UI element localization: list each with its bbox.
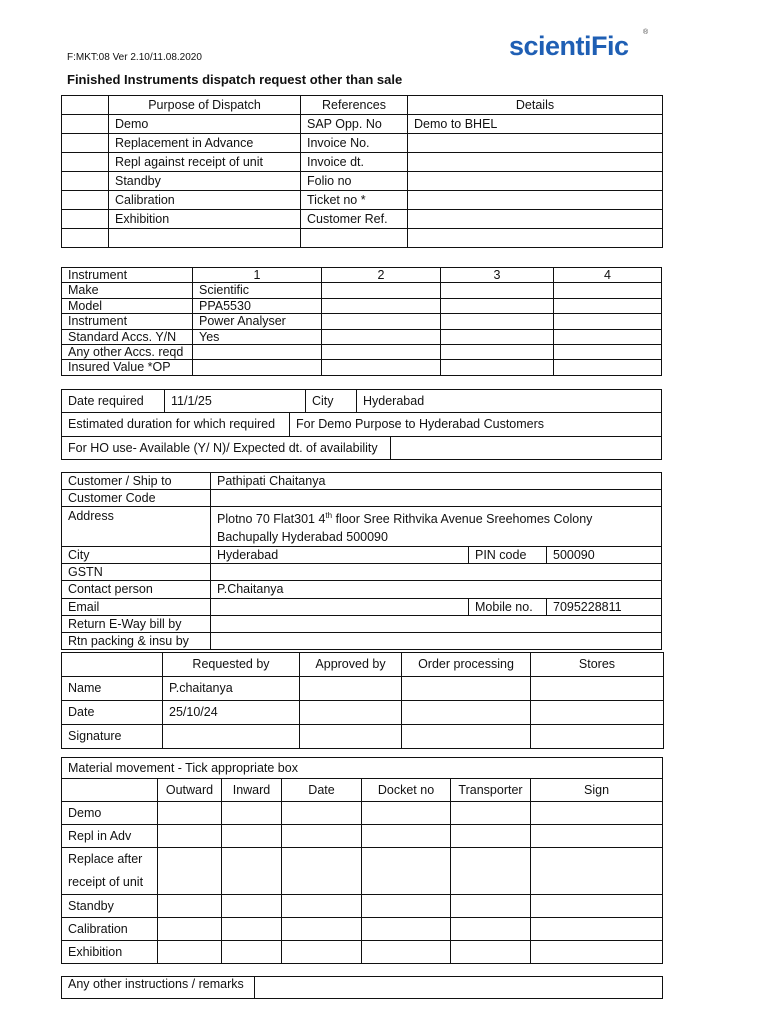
outward-box[interactable] — [158, 802, 222, 825]
inward-box[interactable] — [222, 825, 282, 848]
eway-label: Return E-Way bill by — [62, 616, 211, 633]
tick-box[interactable] — [62, 210, 109, 229]
reference-label: Invoice dt. — [301, 153, 408, 172]
reference-label: Invoice No. — [301, 134, 408, 153]
inward-box[interactable] — [222, 895, 282, 918]
outward-box[interactable] — [158, 918, 222, 941]
requested-name: P.chaitanya — [163, 677, 300, 701]
city-value: Hyderabad — [211, 547, 469, 564]
remarks-label: Any other instructions / remarks — [62, 977, 255, 999]
signature-label: Signature — [62, 725, 163, 749]
email-value — [211, 599, 469, 616]
remarks-table — [61, 976, 663, 999]
instrument-col-3: 3 — [441, 268, 554, 283]
rtn-packing-label: Rtn packing & insu by — [62, 633, 211, 650]
email-label: Email — [62, 599, 211, 616]
outward-box[interactable] — [158, 895, 222, 918]
approved-by-header: Approved by — [300, 653, 402, 677]
detail-value — [408, 153, 663, 172]
ship-to-label: Customer / Ship to — [62, 473, 211, 490]
schedule-row-2 — [61, 412, 662, 437]
purpose-label: Replacement in Advance — [109, 134, 301, 153]
instrument-col-4: 4 — [554, 268, 662, 283]
movement-row-label: Replace after receipt of unit — [62, 848, 158, 895]
instrument-row-label: Standard Accs. Y/N — [62, 329, 193, 344]
duration-value: For Demo Purpose to Hyderabad Customers — [290, 413, 662, 437]
pin-value: 500090 — [547, 547, 662, 564]
reference-label: SAP Opp. No — [301, 115, 408, 134]
customer-code-label: Customer Code — [62, 490, 211, 507]
sign-header: Sign — [531, 779, 663, 802]
gstn-value — [211, 564, 662, 581]
movement-row-label: Exhibition — [62, 941, 158, 964]
tick-box[interactable] — [62, 191, 109, 210]
company-logo: scientiFic — [509, 31, 629, 61]
movement-table — [61, 757, 663, 964]
form-title: Finished Instruments dispatch request other than sale — [67, 72, 403, 87]
tick-box[interactable] — [62, 153, 109, 172]
address-label: Address — [62, 507, 211, 547]
movement-row-label: Standby — [62, 895, 158, 918]
instrument-value: Power Analyser — [193, 314, 322, 329]
movement-row-label: Calibration — [62, 918, 158, 941]
instrument-value — [193, 344, 322, 359]
instrument-table — [61, 267, 662, 376]
ho-use-label: For HO use- Available (Y/ N)/ Expected dt. of availability — [62, 437, 391, 460]
inward-header: Inward — [222, 779, 282, 802]
ship-to-value: Pathipati Chaitanya — [211, 473, 662, 490]
tick-box[interactable] — [62, 229, 109, 248]
instrument-value — [193, 360, 322, 375]
mobile-label: Mobile no. — [469, 599, 547, 616]
instrument-value: Scientific — [193, 283, 322, 298]
schedule-row-3 — [61, 436, 662, 460]
purpose-header: Purpose of Dispatch — [109, 96, 301, 115]
docket-header: Docket no — [362, 779, 451, 802]
ho-use-value — [391, 437, 662, 460]
date-required-value: 11/1/25 — [165, 390, 306, 413]
eway-value — [211, 616, 662, 633]
inward-box[interactable] — [222, 802, 282, 825]
inward-box[interactable] — [222, 918, 282, 941]
transporter-header: Transporter — [451, 779, 531, 802]
schedule-row-1 — [61, 389, 662, 413]
city-value: Hyderabad — [357, 390, 662, 413]
remarks-value — [255, 977, 663, 999]
mobile-value: 7095228811 — [547, 599, 662, 616]
instrument-row-label: Make — [62, 283, 193, 298]
detail-value — [408, 191, 663, 210]
movement-row-label: Demo — [62, 802, 158, 825]
requested-by-header: Requested by — [163, 653, 300, 677]
detail-value — [408, 172, 663, 191]
detail-value: Demo to BHEL — [408, 115, 663, 134]
inward-box[interactable] — [222, 848, 282, 895]
date-header: Date — [282, 779, 362, 802]
customer-code-value — [211, 490, 662, 507]
order-processing-header: Order processing — [402, 653, 531, 677]
tick-box[interactable] — [62, 172, 109, 191]
outward-box[interactable] — [158, 848, 222, 895]
instrument-row-label: Model — [62, 298, 193, 313]
address-value: Plotno 70 Flat301 4th floor Sree Rithvika Avenue Sreehomes Colony Bachupally Hyderabad 500090 — [211, 507, 662, 547]
inward-box[interactable] — [222, 941, 282, 964]
references-header: References — [301, 96, 408, 115]
movement-row-label: Repl in Adv — [62, 825, 158, 848]
contact-label: Contact person — [62, 581, 211, 599]
purpose-label: Exhibition — [109, 210, 301, 229]
contact-value: P.Chaitanya — [211, 581, 662, 599]
city-label: City — [62, 547, 211, 564]
instrument-row-label: Instrument — [62, 314, 193, 329]
pin-label: PIN code — [469, 547, 547, 564]
detail-value — [408, 134, 663, 153]
details-header: Details — [408, 96, 663, 115]
instrument-header-label: Instrument — [62, 268, 193, 283]
requested-date: 25/10/24 — [163, 701, 300, 725]
purpose-label: Calibration — [109, 191, 301, 210]
purpose-label: Standby — [109, 172, 301, 191]
purpose-table — [61, 95, 663, 248]
purpose-label: Repl against receipt of unit — [109, 153, 301, 172]
gstn-label: GSTN — [62, 564, 211, 581]
outward-box[interactable] — [158, 825, 222, 848]
approval-table — [61, 652, 664, 749]
registered-mark: ® — [643, 29, 649, 36]
instrument-col-2: 2 — [322, 268, 441, 283]
city-label: City — [306, 390, 357, 413]
instrument-value: PPA5530 — [193, 298, 322, 313]
instrument-col-1: 1 — [193, 268, 322, 283]
purpose-label: Demo — [109, 115, 301, 134]
rtn-packing-value — [211, 633, 662, 650]
outward-header: Outward — [158, 779, 222, 802]
reference-label: Ticket no * — [301, 191, 408, 210]
outward-box[interactable] — [158, 941, 222, 964]
instrument-row-label: Any other Accs. reqd — [62, 344, 193, 359]
detail-value — [408, 210, 663, 229]
date-label: Date — [62, 701, 163, 725]
movement-title: Material movement - Tick appropriate box — [62, 758, 663, 779]
reference-label: Customer Ref. — [301, 210, 408, 229]
stores-header: Stores — [531, 653, 664, 677]
instrument-row-label: Insured Value *OP — [62, 360, 193, 375]
document-code: F:MKT:08 Ver 2.10/11.08.2020 — [67, 52, 202, 63]
reference-label: Folio no — [301, 172, 408, 191]
customer-table — [61, 472, 662, 650]
duration-label: Estimated duration for which required — [62, 413, 290, 437]
tick-box[interactable] — [62, 134, 109, 153]
date-required-label: Date required — [62, 390, 165, 413]
name-label: Name — [62, 677, 163, 701]
tick-box[interactable] — [62, 115, 109, 134]
instrument-value: Yes — [193, 329, 322, 344]
